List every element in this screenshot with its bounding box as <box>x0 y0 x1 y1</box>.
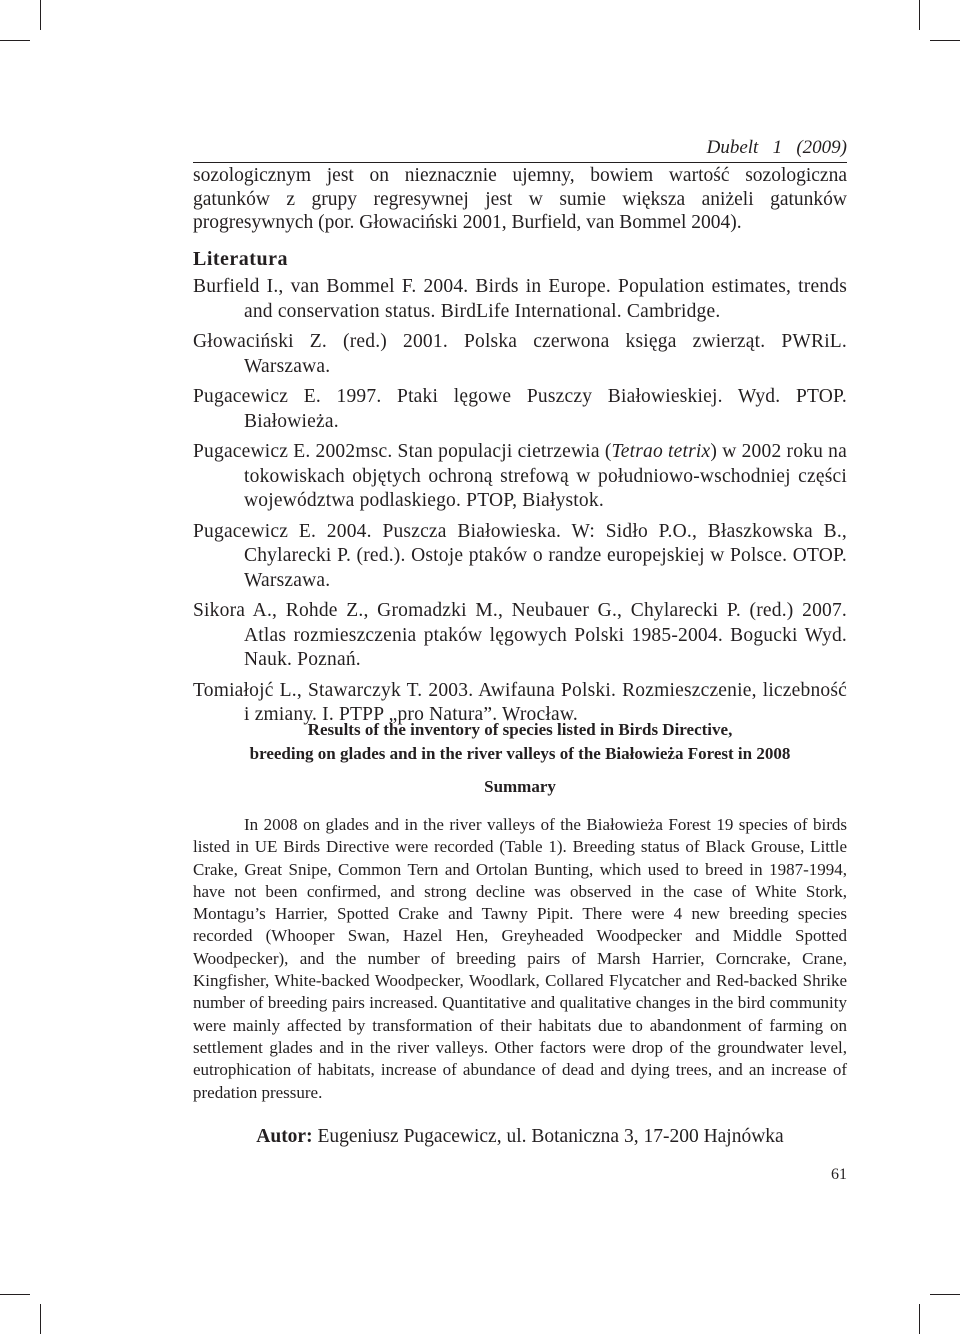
intro-paragraph: sozologicznym jest on nieznacznie ujemny, bowiem wartość sozologiczna gatunków z grupy regresywnej jest w sumie większa aniżeli gatunków progresywnych (por. Głowaciński 2001, Burfield, van Bommel 2004). <box>193 165 847 233</box>
reference-item: Głowaciński Z. (red.) 2001. Polska czerwona księga zwierząt. PWRiL. Warszawa. <box>193 331 847 377</box>
author-line <box>193 1126 847 1148</box>
summary-paragraph: In 2008 on glades and in the river valleys of the Białowieża Forest 19 species of birds listed in UE Birds Directive were recorded (Table 1). Breeding status of Black Grouse, Little Crake, Great Snipe, Common Tern and Ortolan Bunting, which used to breed in 1987-1994, have not been confirmed, and strong decline was observed in the case of White Stork, Montagu’s Harrier, Spotted Crake and Tawny Pipit. There were 4 new breeding species recorded (Whooper Swan, Hazel Hen, Greyheaded Woodpecker and Middle Spotted Woodpecker), and the number of breeding pairs of Marsh Harrier, Corncrake, Crane, Kingfisher, White-backed Woodpecker, Woodlark, Collared Flycatcher and Red-backed Shrike number of breeding pairs increased. Quantitative and qualitative changes in the bird community were mainly affected by transformation of their habitats due to abandonment of farming on settlement glades and in the river valleys. Other factors were drop of the groundwater level, eutrophication of habitats, increase of abundance of dead and dying trees, and an increase of predation pressure. <box>193 815 847 1102</box>
reference-text: Pugacewicz E. 2002msc. Stan populacji cietrzewia ( <box>193 441 612 462</box>
crop-mark-top-left-vertical <box>40 0 41 30</box>
header-rule <box>193 162 847 163</box>
literature-heading: Literatura <box>193 248 288 270</box>
reference-text: ) w 2002 roku na tokowiskach objętych ochroną strefową w południowo-wschodniej części województwa podlaskiego. PTOP, Białystok. <box>244 441 847 511</box>
species-name: Tetrao tetrix <box>611 441 711 462</box>
summary-heading: Summary <box>484 777 556 796</box>
crop-mark-bottom-right-vertical <box>919 1304 920 1334</box>
reference-item: Sikora A., Rohde Z., Gromadzki M., Neubauer G., Chylarecki P. (red.) 2007. Atlas rozmieszczenia ptaków lęgowych Polski 1985-2004. Bogucki Wyd. Nauk. Poznań. <box>193 600 847 670</box>
reference-item: Pugacewicz E. 2004. Puszcza Białowieska. W: Sidło P.O., Błaszkowska B., Chylarecki P. (red.). Ostoje ptaków o randze europejskiej w Polsce. OTOP. Warszawa. <box>193 520 847 591</box>
reference-item: Pugacewicz E. 1997. Ptaki lęgowe Puszczy Białowieskiej. Wyd. PTOP. Białowieża. <box>193 386 847 432</box>
reference-item: Burfield I., van Bommel F. 2004. Birds in Europe. Population estimates, trends and conservation status. BirdLife International. Cambridge. <box>193 276 847 322</box>
crop-mark-bottom-left-vertical <box>40 1304 41 1334</box>
summary-title-line-2: breeding on glades and in the river valleys of the Białowieża Forest in 2008 <box>249 744 791 763</box>
summary-title-line-1: Results of the inventory of species listed in Birds Directive, <box>307 720 733 739</box>
crop-mark-top-right-vertical <box>919 0 920 30</box>
journal-header: Dubelt 1 (2009) <box>706 137 847 158</box>
crop-mark-top-right-horizontal <box>930 40 960 41</box>
author-label: Autor: <box>256 1126 313 1147</box>
crop-mark-bottom-right-horizontal <box>930 1294 960 1295</box>
reference-item: Tomiałojć L., Stawarczyk T. 2003. Awifauna Polski. Rozmieszczenie, liczebność i zmiany. I. PTPP „pro Natura”. Wrocław. <box>193 679 847 725</box>
author-text: Eugeniusz Pugacewicz, ul. Botaniczna 3, 17-200 Hajnówka <box>312 1126 784 1147</box>
reference-list <box>193 275 847 734</box>
summary-title <box>193 718 847 766</box>
page-number: 61 <box>831 1166 847 1183</box>
crop-mark-bottom-left-horizontal <box>0 1294 30 1295</box>
crop-mark-top-left-horizontal <box>0 40 30 41</box>
reference-item <box>193 440 847 514</box>
